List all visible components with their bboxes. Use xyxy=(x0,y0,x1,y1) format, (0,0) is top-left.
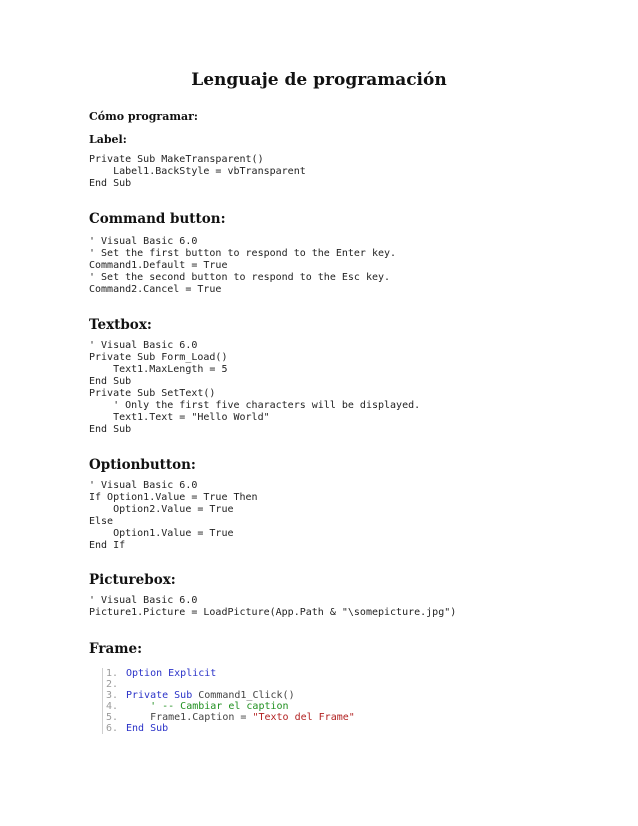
line-code xyxy=(126,712,355,723)
line-code xyxy=(126,701,289,712)
code-token: End Sub xyxy=(126,723,169,734)
line-code xyxy=(126,723,168,734)
command-button-code-block: ' Visual Basic 6.0 ' Set the first button to respond to the Enter key. Command1.Default = True ' Set the second button to respond to the Esc key. Command2.Cancel = True xyxy=(89,236,397,295)
line-code xyxy=(126,690,295,701)
optionbutton-heading: Optionbutton: xyxy=(89,457,196,473)
code-token: ' -- Cambiar el caption xyxy=(126,701,289,712)
line-number: 4. xyxy=(106,701,119,712)
code-line xyxy=(103,679,403,690)
code-token: Command1_Click() xyxy=(192,690,295,701)
line-number: 6. xyxy=(106,723,119,734)
command-button-heading: Command button: xyxy=(89,211,226,227)
code-token: "Texto del Frame" xyxy=(252,712,355,723)
line-number: 2. xyxy=(106,679,119,690)
line-number: 1. xyxy=(106,668,119,679)
code-line xyxy=(103,723,403,734)
frame-code-listing xyxy=(102,668,403,734)
picturebox-code-block: ' Visual Basic 6.0 Picture1.Picture = LoadPicture(App.Path & "\somepicture.jpg") xyxy=(89,595,457,618)
line-number: 5. xyxy=(106,712,119,723)
line-code xyxy=(126,668,216,679)
frame-heading: Frame: xyxy=(89,641,143,657)
textbox-code-block: ' Visual Basic 6.0 Private Sub Form_Load() Text1.MaxLength = 5 End Sub Private Sub SetText() ' Only the first five characters will be displayed. Text1.Text = "Hello World" End Sub xyxy=(89,340,421,435)
code-line xyxy=(103,712,403,723)
how-to-program-heading: Cómo programar: xyxy=(89,110,198,123)
picturebox-heading: Picturebox: xyxy=(89,572,176,588)
code-token: Frame1.Caption = xyxy=(126,712,253,723)
label-code-block: Private Sub MakeTransparent() Label1.BackStyle = vbTransparent End Sub xyxy=(89,154,306,189)
code-line xyxy=(103,690,403,701)
code-token: Option Explicit xyxy=(126,668,217,679)
label-heading: Label: xyxy=(89,133,127,146)
optionbutton-code-block: ' Visual Basic 6.0 If Option1.Value = True Then Option2.Value = True Else Option1.Value = True End If xyxy=(89,480,258,551)
code-line xyxy=(103,701,403,712)
page-title: Lenguaje de programación xyxy=(191,70,447,90)
code-line xyxy=(103,668,403,679)
line-number: 3. xyxy=(106,690,119,701)
textbox-heading: Textbox: xyxy=(89,317,152,333)
code-token: Private Sub xyxy=(126,690,193,701)
